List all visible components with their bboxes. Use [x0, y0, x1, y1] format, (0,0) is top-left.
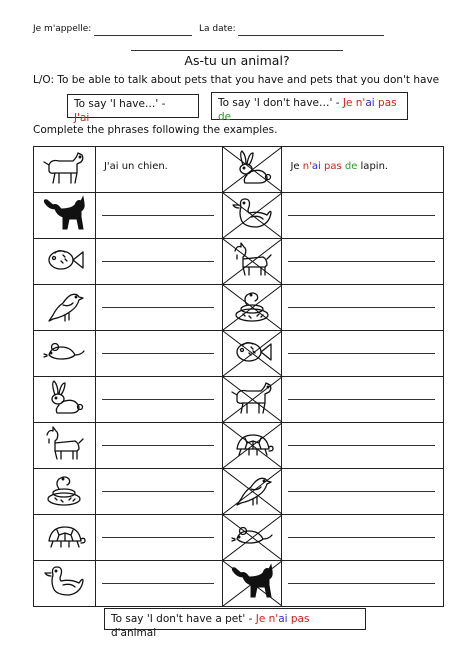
worksheet-row	[34, 561, 444, 607]
have-answer-cell[interactable]	[95, 469, 222, 515]
answer-blank[interactable]	[102, 583, 214, 584]
dont-have-animal-picture	[222, 147, 282, 193]
worksheet-row	[34, 239, 444, 285]
worksheet-row	[34, 377, 444, 423]
dont-have-answer-cell[interactable]	[282, 239, 444, 285]
dont-have-animal-picture	[222, 561, 282, 607]
box-i-dont-have	[211, 92, 408, 123]
answer-word-ai: ai	[311, 161, 321, 172]
dont-have-animal-picture	[222, 331, 282, 377]
cross-out-mark	[223, 377, 282, 422]
title-underline	[131, 50, 343, 51]
word-je: Je	[255, 613, 266, 625]
have-animal-picture	[34, 377, 96, 423]
have-animal-picture	[34, 469, 96, 515]
have-answer-cell[interactable]	[95, 561, 222, 607]
dont-have-answer-cell[interactable]	[282, 377, 444, 423]
name-label: Je m'appelle:	[33, 24, 92, 34]
worksheet-row	[34, 469, 444, 515]
have-answer-cell[interactable]	[95, 331, 222, 377]
answer-word-n: n'	[302, 161, 312, 172]
dont-have-animal-picture	[222, 193, 282, 239]
cross-out-mark	[223, 423, 282, 468]
worksheet-row	[34, 331, 444, 377]
have-answer-cell[interactable]	[95, 193, 222, 239]
dont-have-answer-cell[interactable]	[282, 561, 444, 607]
date-field[interactable]	[238, 35, 384, 36]
word-n: n'	[355, 97, 366, 109]
date-label: La date:	[199, 24, 236, 34]
cross-out-mark	[223, 193, 282, 238]
answer-blank[interactable]	[288, 353, 435, 354]
box-i-have	[67, 94, 199, 124]
worksheet-row	[34, 285, 444, 331]
cross-out-mark	[223, 331, 282, 376]
have-animal-picture	[34, 285, 96, 331]
have-animal-picture	[34, 515, 96, 561]
dont-have-answer-cell[interactable]	[282, 193, 444, 239]
answer-blank[interactable]	[288, 399, 435, 400]
answer-blank[interactable]	[102, 491, 214, 492]
cross-out-mark	[223, 239, 282, 284]
have-animal-picture	[34, 561, 96, 607]
answer-word-noun: lapin.	[360, 161, 389, 172]
mouse-icon	[41, 333, 87, 375]
have-animal-picture	[34, 147, 96, 193]
answer-blank[interactable]	[102, 307, 214, 308]
answer-word-je: Je	[290, 161, 300, 172]
have-answer-cell[interactable]	[95, 147, 222, 193]
answer-blank[interactable]	[288, 491, 435, 492]
have-answer-cell[interactable]	[95, 515, 222, 561]
dont-have-animal-picture	[222, 239, 282, 285]
answer-word-de: de	[344, 161, 358, 172]
example-answer	[290, 161, 388, 172]
have-answer-cell[interactable]	[95, 377, 222, 423]
cross-out-mark	[223, 515, 282, 560]
answer-blank[interactable]	[102, 399, 214, 400]
worksheet-row	[34, 423, 444, 469]
instruction: Complete the phrases following the examples.	[33, 124, 278, 136]
page-title: As-tu un animal?	[184, 53, 290, 68]
dont-have-answer-cell[interactable]	[282, 331, 444, 377]
worksheet-row	[34, 193, 444, 239]
name-field[interactable]	[94, 35, 192, 36]
rabbit-icon	[41, 379, 87, 421]
dont-have-answer-cell[interactable]	[282, 423, 444, 469]
dont-have-answer-cell[interactable]	[282, 515, 444, 561]
answer-blank[interactable]	[288, 215, 435, 216]
have-animal-picture	[34, 423, 96, 469]
cat-icon	[41, 195, 87, 237]
answer-blank[interactable]	[102, 537, 214, 538]
box-no-pet	[104, 608, 366, 639]
bird-icon	[41, 287, 87, 329]
worksheet-grid	[33, 146, 444, 607]
answer-blank[interactable]	[288, 583, 435, 584]
box-no-pet-label: To say 'I don't have a pet' -	[111, 613, 253, 625]
dont-have-animal-picture	[222, 469, 282, 515]
box-i-have-phrase: J'ai	[74, 112, 90, 124]
dont-have-answer-cell[interactable]	[282, 285, 444, 331]
dont-have-answer-cell[interactable]	[282, 147, 444, 193]
word-pas: pas	[378, 97, 397, 109]
duck-icon	[41, 563, 87, 605]
cross-out-mark	[223, 561, 282, 606]
have-animal-picture	[34, 331, 96, 377]
have-answer-cell[interactable]	[95, 239, 222, 285]
example-answer: J'ai un chien.	[103, 161, 168, 172]
snake-icon	[41, 471, 87, 513]
have-answer-cell[interactable]	[95, 423, 222, 469]
worksheet-row	[34, 515, 444, 561]
dog-icon	[41, 149, 87, 191]
box-dont-have-label: To say 'I don't have…' -	[218, 97, 340, 109]
word-n: n'	[268, 613, 279, 625]
cross-out-mark	[223, 469, 282, 514]
word-je: Je	[342, 97, 353, 109]
word-ai: ai	[365, 97, 375, 109]
worksheet-row	[34, 147, 444, 193]
word-ai: ai	[278, 613, 288, 625]
answer-blank[interactable]	[288, 445, 435, 446]
box-i-have-label: To say 'I have…' -	[74, 98, 166, 110]
dont-have-animal-picture	[222, 515, 282, 561]
answer-word-pas: pas	[323, 161, 342, 172]
learning-objective: L/O: To be able to talk about pets that you have and pets that you don't have	[33, 74, 440, 86]
cross-out-mark	[223, 147, 282, 192]
answer-blank[interactable]	[288, 537, 435, 538]
fish-icon	[41, 241, 87, 283]
word-de: de	[218, 111, 232, 123]
word-pas: pas	[290, 613, 310, 625]
answer-blank[interactable]	[288, 307, 435, 308]
answer-blank[interactable]	[102, 261, 214, 262]
have-animal-picture	[34, 239, 96, 285]
have-answer-cell[interactable]	[95, 285, 222, 331]
tortoise-icon	[41, 517, 87, 559]
goat-icon	[41, 425, 87, 467]
dont-have-animal-picture	[222, 423, 282, 469]
box-no-pet-phrase: d'animal	[111, 627, 157, 639]
have-animal-picture	[34, 193, 96, 239]
answer-blank[interactable]	[102, 215, 214, 216]
dont-have-animal-picture	[222, 285, 282, 331]
dont-have-answer-cell[interactable]	[282, 469, 444, 515]
dont-have-animal-picture	[222, 377, 282, 423]
cross-out-mark	[223, 285, 282, 330]
answer-blank[interactable]	[102, 445, 214, 446]
answer-blank[interactable]	[288, 261, 435, 262]
answer-blank[interactable]	[102, 353, 214, 354]
